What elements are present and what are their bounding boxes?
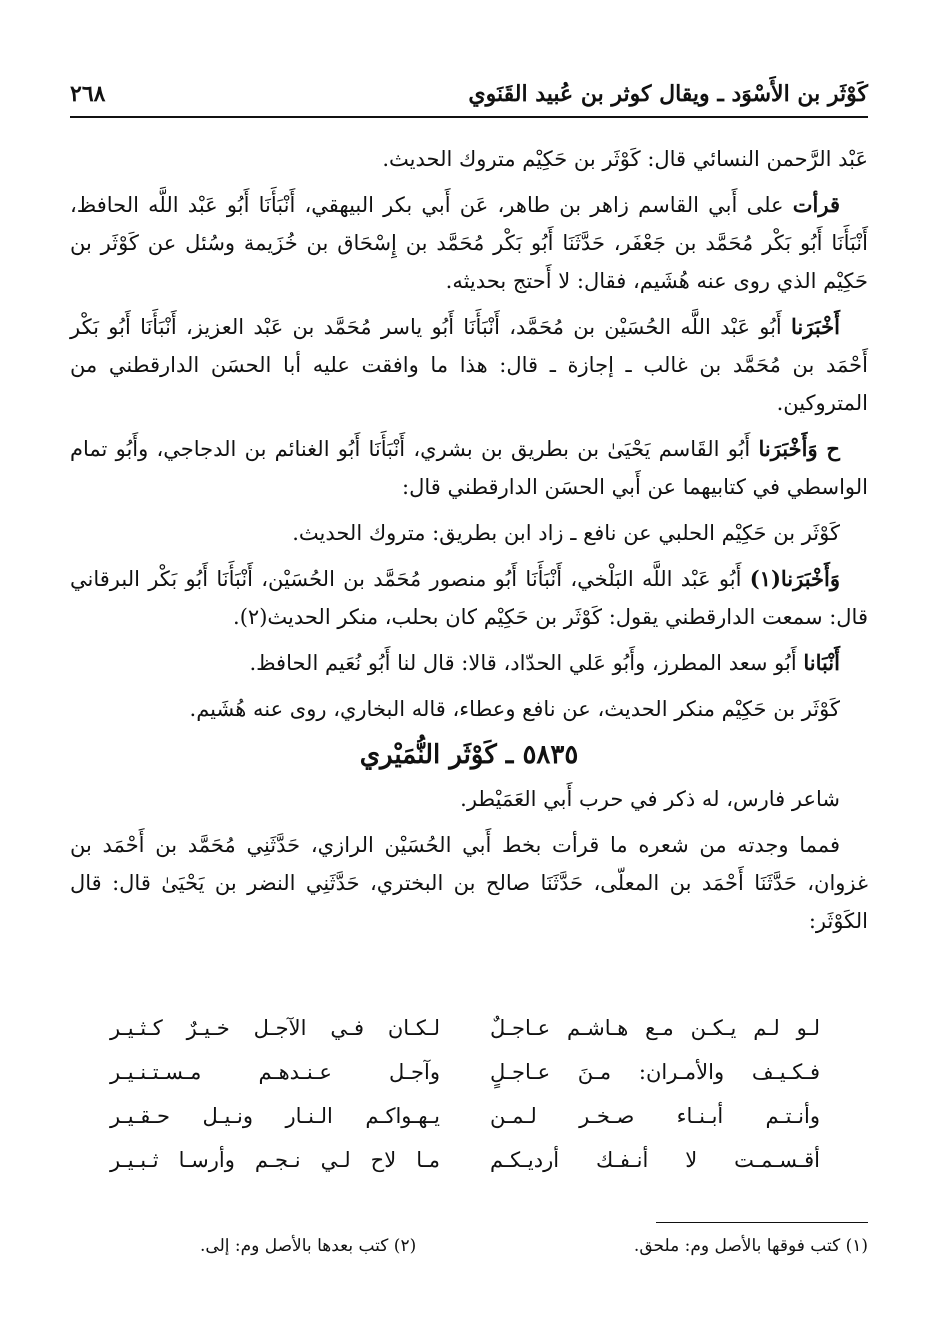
- paragraph: [70, 140, 868, 178]
- paragraph: [70, 186, 868, 300]
- verse-first-hemistich: فـكـيـف والأمـران: مـنَ عـاجـلٍ: [490, 1060, 820, 1084]
- paragraph: [70, 308, 868, 422]
- verse-second-hemistich: مـا لاح لـي نـجـم وأرسـا ثـبـيـر: [110, 1148, 440, 1172]
- verse-first-hemistich: وأنـتـم أبـنـاء صـخـر لـمـن: [490, 1104, 820, 1128]
- paragraph-text: فمما وجدته من شعره ما قرأت بخط أَبي الحُسَيْن الرازي، حَدَّثَنِي مُحَمَّد بن أَحْمَد بن غزوان، حَدَّثَنَا أَحْمَد بن المعلّى، حَدَّثَنَا صالح بن البختري، حَدَّثَنِي النضر بن يَحْيَىٰ قال: قال الكَوْثَر:: [70, 833, 868, 933]
- page-header: [70, 72, 868, 118]
- verse-first-hemistich: لـو لـم يـكـن مـع هـاشـم عـاجـلٌ: [490, 1016, 820, 1040]
- footnotes: [200, 1236, 868, 1256]
- paragraph-text: أَبُو القَاسم يَحْيَىٰ بن بطريق بن بشري، أَنْبَأَنَا أَبُو الغنائم بن الدجاجي، وأَبُو تمام الواسطي في كتابيهما عن أَبي الحسَن الدارقطني قال:: [70, 437, 868, 499]
- paragraph-text: عَبْد الرَّحمن النسائي قال: كَوْثَر بن حَكِيْم متروك الحديث.: [382, 147, 868, 171]
- paragraph: [70, 780, 868, 818]
- footnote: (٢) كتب بعدها بالأصل وم: إلى.: [200, 1236, 417, 1256]
- paragraph-text: أَبُو عَبْد اللَّه البَلْخي، أَنْبَأَنَا أَبُو منصور مُحَمَّد بن الحُسَيْن، أَنْبَأَنَا أَبُو بَكْر البرقاني قال: سمعت الدارقطني يقول: كَوْثَر بن حَكِيْم كان بحلب، منكر الحديث(٢).: [70, 567, 868, 629]
- footnote-separator: [656, 1222, 868, 1223]
- paragraph-text: كَوْثَر بن حَكِيْم الحلبي عن نافع ـ زاد ابن بطريق: متروك الحديث.: [292, 521, 840, 545]
- keyword: أَخْبَرَنا: [791, 314, 840, 339]
- paragraph-text: أَبُو عَبْد اللَّه الحُسَيْن بن مُحَمَّد، أَنْبَأَنَا أَبُو ياسر مُحَمَّد بن عَبْد العزيز، أَنْبَأَنَا أَبُو بَكْر أَحْمَد بن مُحَمَّد بن غالب ـ إجازة ـ قال: هذا ما وافقت عليه أبا الحسَن الدارقطني من المتروكين.: [70, 315, 868, 415]
- verse-second-hemistich: يـهـواكـم الـنـار ونـيـل حـقـيـر: [110, 1104, 440, 1128]
- footnote: (١) كتب فوقها بالأصل وم: ملحق.: [633, 1236, 868, 1256]
- paragraph-text: شاعر فارس، له ذكر في حرب أَبي العَمَيْطر.: [460, 787, 840, 811]
- keyword: قرأت: [792, 192, 840, 217]
- verse: [110, 1006, 820, 1050]
- verse: [110, 1050, 820, 1094]
- paragraph: [70, 560, 868, 636]
- paragraph: [70, 644, 868, 682]
- paragraph: [70, 690, 868, 728]
- paragraph: [70, 826, 868, 940]
- verse: [110, 1094, 820, 1138]
- main-text: [70, 140, 868, 948]
- paragraph: [70, 430, 868, 506]
- paragraph-text: أَبُو سعد المطرز، وأَبُو عَلي الحدّاد، قالا: قال لنا أَبُو نُعَيم الحافظ.: [249, 651, 804, 675]
- keyword: وَأَخْبَرَنا(١): [749, 566, 840, 591]
- keyword: أَنْبَانا: [803, 650, 840, 675]
- page-number: ٢٦٨: [70, 81, 106, 107]
- verse-second-hemistich: وآجـل عـنـدهـم مـسـتـنـيـر: [110, 1060, 440, 1084]
- paragraph-text: كَوْثَر بن حَكِيْم منكر الحديث، عن نافع وعطاء، قاله البخاري، روى عنه هُشَيم.: [189, 697, 840, 721]
- entry-heading: ٥٨٣٥ ـ كَوْثَر النُّمَيْري: [359, 740, 579, 770]
- verse-first-hemistich: أقـسـمـت لا أنـفـك أرديـكـم: [490, 1148, 820, 1172]
- verse: [110, 1138, 820, 1182]
- verse-second-hemistich: لـكـان فـي الآجـل خـيـرٌ كـثـيـر: [110, 1016, 440, 1040]
- paragraph: [70, 514, 868, 552]
- running-title: كَوْثَر بن الأَسْوَد ـ ويقال كوثر بن عُبيد القَنَوي: [468, 81, 868, 107]
- poem: [110, 1006, 820, 1182]
- keyword: ح وَأَخْبَرَنا: [758, 436, 840, 461]
- paragraph-text: على أَبي القاسم زاهر بن طاهر، عَن أَبي بكر البيهقي، أَنْبَأَنَا أَبُو عَبْد اللَّه الحافظ، أَنْبَأَنَا أَبُو بَكْر مُحَمَّد بن جَعْفَر، حَدَّثَنَا أَبُو بَكْر مُحَمَّد بن إِسْحَاق بن خُزَيمة وسُئل عن كَوْثَر بن حَكِيْم الذي روى عنه هُشَيم، فقال: لا أَحتج بحديثه.: [70, 193, 868, 293]
